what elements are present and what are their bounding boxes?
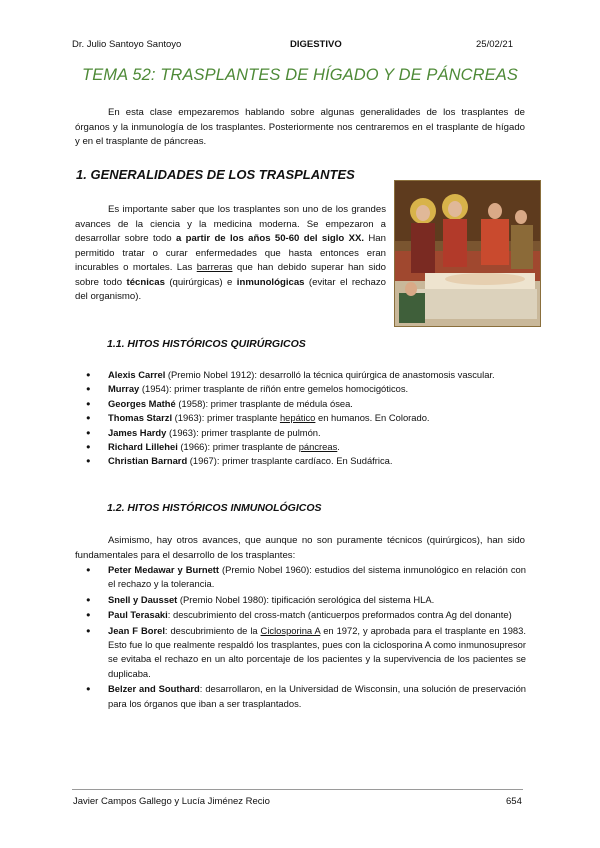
list-item: ● Paul Terasaki: descubrimiento del cross-match (anticuerpos preformados contra Ag del donante)	[76, 608, 526, 622]
list-item: ● James Hardy (1963): primer trasplante de pulmón.	[76, 426, 526, 440]
list-item: ● Jean F Borel: descubrimiento de la Ciclosporina A en 1972, y aprobada para el trasplante en 1983. Esto fue lo que realmente respaldó los trasplantes, pues con la ciclosporina A como inmunosupresor se evitaba el rechazo en un alto porcentaje de los pacientes y la supervivencia de los pacientes se duplicaba.	[76, 624, 526, 682]
surgical-milestones-list	[76, 368, 526, 469]
page-number: 654	[506, 796, 522, 807]
page-title: TEMA 52: TRASPLANTES DE HÍGADO Y DE PÁNCREAS	[82, 66, 518, 84]
header-subject: DIGESTIVO	[290, 39, 342, 50]
list-item: ● Snell y Dausset (Premio Nobel 1980): tipificación serológica del sistema HLA.	[76, 593, 526, 607]
section12-intro: Asimismo, hay otros avances, que aunque no son puramente técnicos (quirúrgicos), han sido fundamentales para el desarrollo de los trasplantes:	[75, 535, 525, 561]
list-item: ● Thomas Starzl (1963): primer trasplante hepático en humanos. En Colorado.	[76, 411, 526, 425]
header-date: 25/02/21	[476, 39, 513, 50]
section-heading-generalidades: 1. GENERALIDADES DE LOS TRASPLANTES	[76, 167, 355, 182]
list-item: ● Murray (1954): primer trasplante de riñón entre gemelos homocigóticos.	[76, 382, 526, 396]
section-heading-hitos-inmunologicos: 1.2. HITOS HISTÓRICOS INMUNOLÓGICOS	[107, 502, 322, 514]
historical-transplant-painting	[394, 180, 541, 327]
list-item: ● Georges Mathé (1958): primer trasplante de médula ósea.	[76, 397, 526, 411]
list-item: ● Belzer and Southard: desarrollaron, en la Universidad de Wisconsin, una solución de preservación para los órganos que iban a ser trasplantados.	[76, 682, 526, 711]
footer-divider	[72, 789, 523, 790]
list-item: ● Alexis Carrel (Premio Nobel 1912): desarrolló la técnica quirúrgica de anastomosis vascular.	[76, 368, 526, 382]
footer-authors: Javier Campos Gallego y Lucía Jiménez Recio	[73, 796, 270, 807]
header-author: Dr. Julio Santoyo Santoyo	[72, 39, 182, 50]
list-item: ● Richard Lillehei (1966): primer trasplante de páncreas.	[76, 440, 526, 454]
list-item: ● Peter Medawar y Burnett (Premio Nobel 1960): estudios del sistema inmunológico en relación con el rechazo y la tolerancia.	[76, 563, 526, 592]
immunological-milestones-list	[76, 563, 526, 712]
intro-paragraph: En esta clase empezaremos hablando sobre algunas generalidades de los trasplantes de órganos y la inmunología de los trasplantes. Posteriormente nos centraremos en el trasplante de hígado y en el trasplante de páncreas.	[75, 107, 525, 147]
section-heading-hitos-quirurgicos: 1.1. HITOS HISTÓRICOS QUIRÚRGICOS	[107, 338, 306, 350]
list-item: ● Christian Barnard (1967): primer trasplante cardíaco. En Sudáfrica.	[76, 454, 526, 468]
section1-paragraph: Es importante saber que los trasplantes son uno de los grandes avances de la ciencia y la medicina moderna. Se empezaron a desarrollar sobre todo a partir de los años 50-60 del siglo XX. Han permitido tratar o curar enfermedades que hasta entonces eran incurables o mortales. Las barreras que han debido superar han sido sobre todo técnicas (quirúrgicas) e inmunológicas (evitar el rechazo del organismo).	[75, 204, 386, 302]
